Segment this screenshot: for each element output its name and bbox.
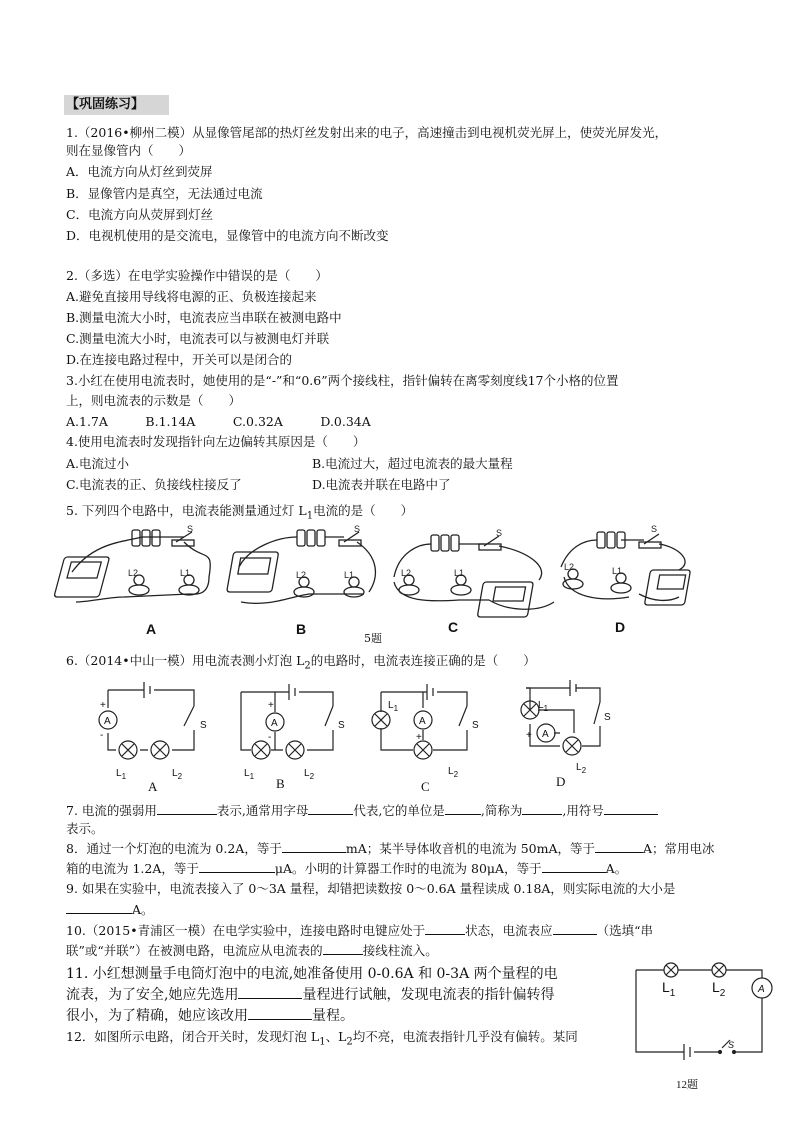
q5-b-l1-label: L1: [344, 570, 355, 580]
q6-d-l2-label: $L_2$: [576, 762, 587, 775]
q2-option-c: C.测量电流大小时，电流表可以与被测电灯并联: [66, 331, 330, 346]
q9-line2: A。: [66, 901, 154, 919]
q4-option-b: B.电流过大，超过电流表的最大量程: [312, 456, 513, 471]
q1-option-a: A．电流方向从灯丝到荧屏: [66, 164, 213, 179]
q6-circuit-b: [241, 684, 333, 759]
q6-a-switch-label: S: [200, 720, 207, 731]
q5-circuit-b: [227, 530, 376, 603]
q7-line2: 表示。: [66, 821, 104, 836]
q11-line2: 流表，为了安全,她应先选用 量程进行试触，发现电流表的指针偏转得: [66, 987, 555, 1003]
q4-option-a: A.电流过小: [66, 456, 130, 471]
q6-circuit-a: [99, 682, 194, 759]
q6-b-l1-label: $L_1$: [244, 768, 255, 781]
q5-circuit-c: [394, 535, 554, 617]
q6-b-ammeter-label: A: [271, 718, 278, 729]
q5-c-l1-label: L1: [454, 568, 465, 578]
q9-line1: 9. 如果在实验中，电流表接入了 0～3A 量程，却错把读数按 0～0.6A 量程读成 0.18A，则实际电流的大小是: [66, 881, 676, 896]
q12-stem: 12．如图所示电路，闭合开关时，发现灯泡 $L_1$、$L_2$均不亮，电流表指针几乎没有偏转。某同: [66, 1029, 578, 1048]
q6-c-l2-label: $L_2$: [448, 766, 459, 779]
q6-c-l1-label: $L_1$: [388, 700, 399, 713]
q6-b-plus: +: [268, 700, 274, 711]
q4-stem: 4.使用电流表时发现指针向左边偏转其原因是（ ）: [66, 434, 366, 449]
q5-label-c: C: [448, 619, 459, 635]
q3-stem-line2: 上，则电流表的示数是（ ）: [66, 393, 242, 408]
q11-blank-2[interactable]: [248, 1007, 312, 1020]
q1-stem-line1: 1.（2016•柳州二模）从显像管尾部的热灯丝发射出来的电子，高速撞击到电视机荧光屏上，使荧光屏发光，: [66, 125, 668, 140]
q5-circuit-a: [54, 530, 210, 602]
q12-circuit: [630, 960, 780, 1110]
q6-figure: [96, 678, 616, 793]
q5-c-l2-label: L2: [401, 568, 412, 578]
q6-a-l1-label: $L_1$: [116, 768, 127, 781]
q11-line1: 11. 小红想测量手电筒灯泡中的电流,她准备使用 0-0.6A 和 0-3A 两个量程的电: [66, 966, 558, 982]
section-header: 【巩固练习】: [64, 95, 169, 115]
q7-blank-1[interactable]: [157, 802, 217, 815]
q3-options: A.1.7A B.1.14A C.0.32A D.0.34A: [66, 414, 371, 429]
q5-a-switch-label: S: [187, 524, 194, 534]
q5-caption: 5题: [364, 632, 382, 645]
q1-stem-line2: 则在显像管内（ ）: [66, 143, 192, 158]
q7-blank-3[interactable]: [445, 802, 481, 815]
q3-stem-line1: 3.小红在使用电流表时，她使用的是“-”和“0.6”两个接线柱，指针偏转在离零刻度线17个小格的位置: [66, 373, 619, 388]
q6-label-d: D: [556, 774, 566, 789]
q5-a-l2-label: L2: [128, 568, 139, 578]
q2-option-d: D.在连接电路过程中，开关可以是闭合的: [66, 352, 293, 367]
q10-blank-3[interactable]: [323, 942, 363, 955]
q6-c-plus: +: [416, 732, 422, 743]
q6-a-plus: +: [100, 700, 106, 711]
q6-c-switch-label: S: [472, 720, 479, 731]
q5-c-switch-label: S: [496, 528, 503, 538]
q4-option-d: D.电流表并联在电路中了: [312, 477, 451, 492]
q6-a-ammeter-label: A: [104, 716, 111, 727]
q6-stem: 6.（2014•中山一模）用电流表测小灯泡 $L_2$的电路时，电流表连接正确的是（ ）: [66, 653, 536, 672]
q8-line2: 箱的电流为 1.2A，等于 μA。小明的计算器工作时的电流为 80μA，等于 A。: [66, 861, 628, 876]
q6-b-l2-label: $L_2$: [304, 768, 315, 781]
q2-option-a: A.避免直接用导线将电源的正、负极连接起来: [66, 289, 317, 304]
q6-a-l2-label: $L_2$: [172, 768, 183, 781]
q6-label-a: A: [148, 779, 158, 794]
q5-b-l2-label: L2: [296, 570, 307, 580]
q4-option-c: C.电流表的正、负接线柱接反了: [66, 477, 242, 492]
q5-label-a: A: [146, 621, 157, 637]
q11-line3: 很小，为了精确，她应该改用 量程。: [66, 1008, 354, 1024]
q7-line1: 7. 电流的强弱用 表示,通常用字母 代表,它的单位是 ,简称为 ,用符号: [66, 802, 658, 820]
q10-blank-2[interactable]: [553, 922, 597, 935]
q10-line1: 10.（2015•青浦区一模）在电学实验中，连接电路时电键应处于 状态，电流表应 （选填“串: [66, 923, 653, 938]
q5-a-l1-label: L1: [180, 568, 191, 578]
q6-label-b: B: [276, 776, 285, 791]
q1-option-d: D．电视机使用的是交流电，显像管中的电流方向不断改变: [66, 228, 389, 243]
q5-d-l2-label: L2: [564, 562, 575, 572]
q5-label-d: D: [615, 619, 626, 635]
q5-figure: [64, 522, 724, 645]
q6-d-l1-label: $L_1$: [538, 700, 549, 713]
q6-d-ammeter-label: A: [542, 729, 549, 740]
q7-blank-4[interactable]: [522, 802, 562, 815]
q12-caption: 12题: [676, 1079, 698, 1091]
q5-label-b: B: [296, 621, 307, 637]
q1-option-c: C．电流方向从荧屏到灯丝: [66, 207, 214, 222]
q10-blank-1[interactable]: [425, 922, 465, 935]
q6-b-switch-label: S: [338, 720, 345, 731]
q7-blank-5[interactable]: [604, 802, 658, 815]
q8-blank-4[interactable]: [542, 860, 606, 873]
q1-option-b: B．显像管内是真空，无法通过电流: [66, 186, 263, 201]
q12-switch-label: S: [728, 1040, 735, 1050]
q5-stem: 5. 下列四个电路中，电流表能测量通过灯 $L_1$电流的是（ ）: [66, 503, 414, 522]
q8-blank-1[interactable]: [282, 840, 346, 853]
q12-ammeter-label: A: [758, 984, 765, 995]
q11-blank-1[interactable]: [238, 986, 302, 999]
q7-blank-2[interactable]: [308, 802, 353, 815]
q6-b-minus: -: [268, 732, 272, 743]
q8-blank-2[interactable]: [595, 840, 643, 853]
q5-b-switch-label: S: [354, 524, 361, 534]
q9-blank-1[interactable]: [66, 901, 132, 914]
q8-blank-3[interactable]: [199, 860, 275, 873]
q10-line2: 联”或“并联”）在被测电路，电流应从电流表的 接线柱流入。: [66, 943, 438, 958]
q6-c-ammeter-label: A: [419, 716, 426, 727]
q5-d-l1-label: L1: [612, 566, 623, 576]
q5-d-switch-label: S: [651, 524, 658, 534]
q5-circuit-d: [561, 532, 691, 605]
q8-line1: 8．通过一个灯泡的电流为 0.2A，等于 mA；某半导体收音机的电流为 50mA，等于 A；常用电冰: [66, 841, 715, 856]
q6-a-minus: -: [100, 730, 104, 741]
q2-stem: 2.（多选）在电学实验操作中错误的是（ ）: [66, 268, 328, 283]
q12-l1-label: $L_1$: [662, 979, 676, 999]
q12-l2-label: $L_2$: [712, 979, 726, 999]
q6-d-plus: +: [526, 730, 532, 741]
q6-circuit-d: [521, 680, 600, 755]
q6-label-c: C: [421, 779, 430, 794]
q2-option-b: B.测量电流大小时，电流表应当串联在被测电路中: [66, 310, 342, 325]
q6-d-switch-label: S: [604, 712, 611, 723]
